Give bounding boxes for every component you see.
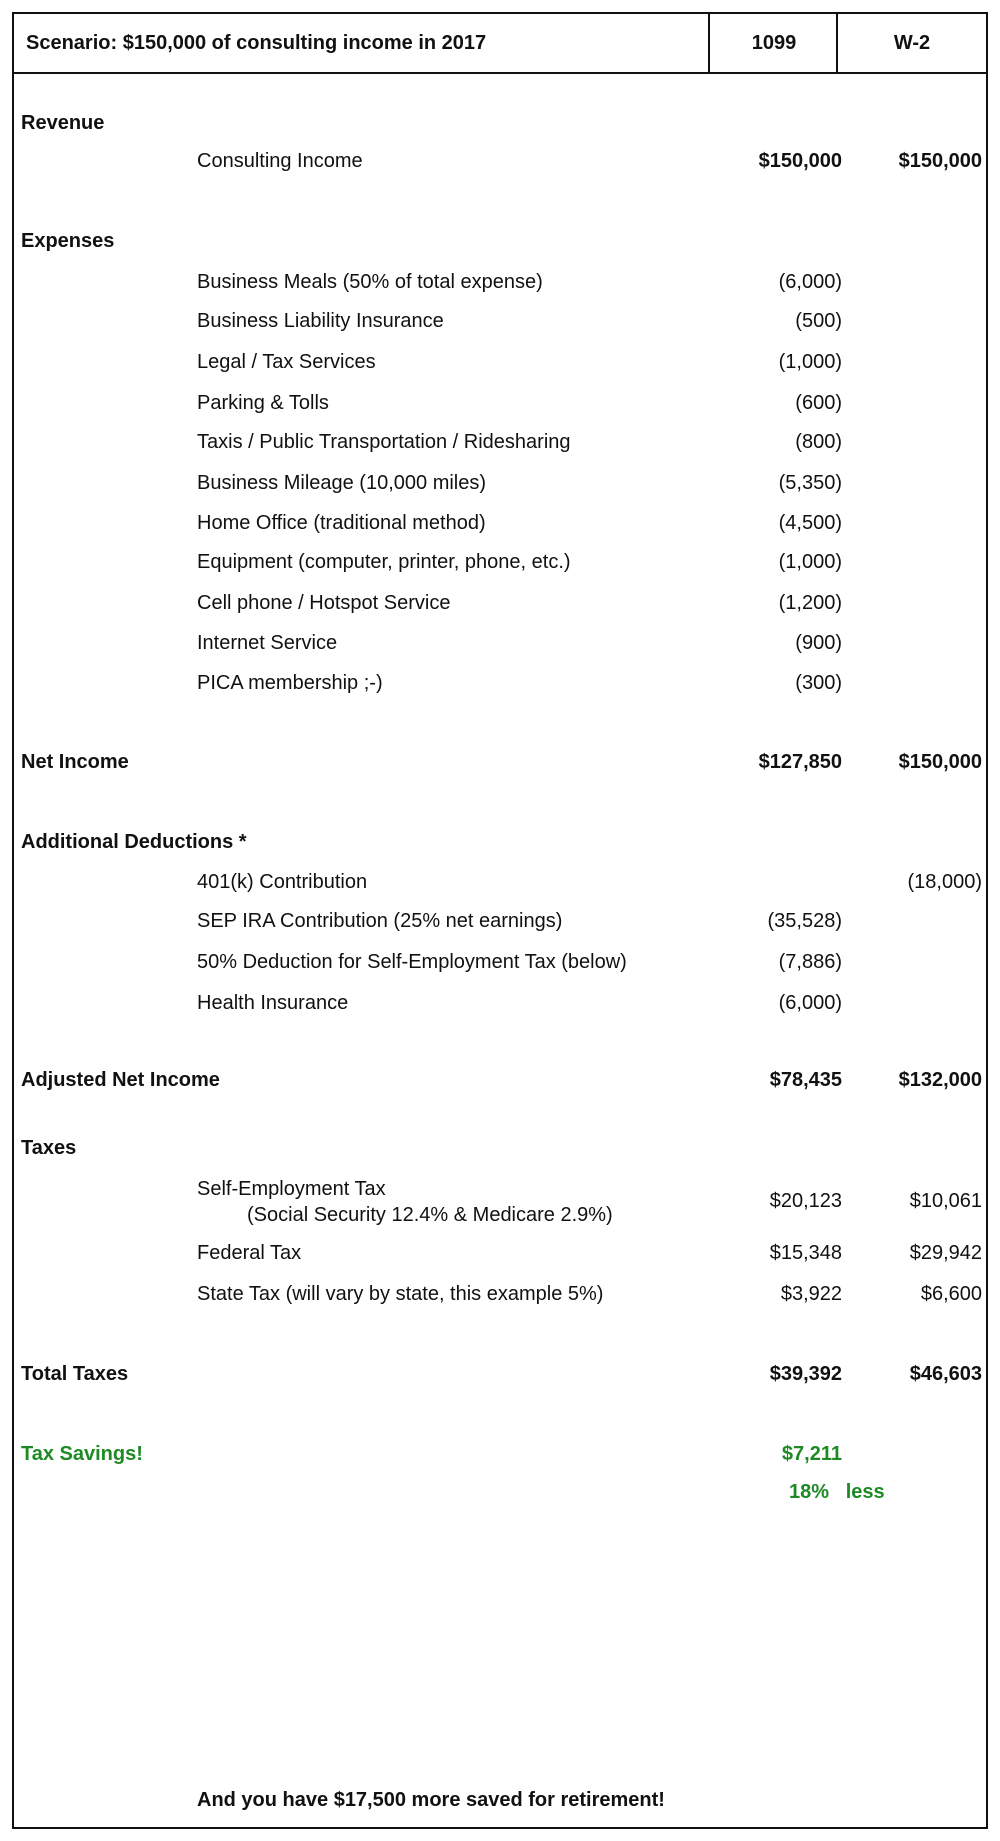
- value-1099: (6,000): [778, 992, 842, 1014]
- value-1099: (7,886): [778, 951, 842, 973]
- value-1099: (300): [795, 672, 842, 694]
- tax-comparison-sheet: [12, 12, 988, 1829]
- deduction-row: [14, 871, 986, 897]
- expense-row: [14, 392, 986, 418]
- expense-row: [14, 512, 986, 538]
- value-1099: (5,350): [778, 472, 842, 494]
- row-label: 50% Deduction for Self-Employment Tax (below): [197, 951, 627, 973]
- value-w2: $132,000: [898, 1069, 982, 1091]
- value-1099: $15,348: [769, 1242, 842, 1264]
- row-label: 401(k) Contribution: [197, 871, 368, 893]
- row-label: Health Insurance: [197, 992, 349, 1014]
- row-label: Federal Tax: [197, 1242, 302, 1264]
- adjusted-net-income-row: [14, 1069, 986, 1095]
- value-1099: (500): [795, 310, 842, 332]
- expense-row: [14, 632, 986, 658]
- section-title: Revenue: [21, 112, 105, 134]
- row-label: Net Income: [21, 751, 129, 773]
- row-label: PICA membership ;-): [197, 672, 383, 694]
- self-employment-tax-subnote: [14, 1204, 986, 1230]
- value-1099: $127,850: [758, 751, 842, 773]
- row-label: Consulting Income: [197, 150, 363, 172]
- scenario-title: Scenario: $150,000 of consulting income in 2017: [14, 14, 710, 72]
- row-sublabel: (Social Security 12.4% & Medicare 2.9%): [247, 1204, 613, 1226]
- row-label: Business Meals (50% of total expense): [197, 271, 543, 293]
- deduction-row: [14, 910, 986, 936]
- row-label: Internet Service: [197, 632, 338, 654]
- value-1099: (6,000): [778, 271, 842, 293]
- table-header: [14, 14, 986, 74]
- row-label: Equipment (computer, printer, phone, etc.): [197, 551, 571, 573]
- value-w2: $10,061: [909, 1190, 982, 1212]
- value-1099: (600): [795, 392, 842, 414]
- value-1099: (4,500): [778, 512, 842, 534]
- section-title: Additional Deductions *: [21, 831, 247, 853]
- value-1099: (1,000): [778, 551, 842, 573]
- value-1099: $150,000: [758, 150, 842, 172]
- value-1099: $39,392: [769, 1363, 842, 1385]
- total-taxes-row: [14, 1363, 986, 1389]
- tax-savings-percent-row: [14, 1481, 986, 1507]
- row-label: Total Taxes: [21, 1363, 129, 1385]
- value-w2: $29,942: [909, 1242, 982, 1264]
- expense-row: [14, 592, 986, 618]
- value-1099: (900): [795, 632, 842, 654]
- expense-row: [14, 351, 986, 377]
- value-1099: (35,528): [767, 910, 842, 932]
- row-label: Business Mileage (10,000 miles): [197, 472, 487, 494]
- retirement-note: And you have $17,500 more saved for retirement!: [197, 1789, 665, 1811]
- deduction-row: [14, 951, 986, 977]
- row-label: Adjusted Net Income: [21, 1069, 220, 1091]
- revenue-section-heading: [14, 112, 986, 138]
- state-tax-row: [14, 1283, 986, 1309]
- expense-row: [14, 310, 986, 336]
- federal-tax-row: [14, 1242, 986, 1268]
- section-title: Expenses: [21, 230, 115, 252]
- row-label: Self-Employment Tax: [197, 1178, 386, 1200]
- section-title: Taxes: [21, 1137, 77, 1159]
- value-1099: $78,435: [769, 1069, 842, 1091]
- expense-row: [14, 672, 986, 698]
- value-1099: $20,123: [769, 1190, 842, 1212]
- value-w2: $46,603: [909, 1363, 982, 1385]
- column-w2-header: W-2: [893, 31, 931, 54]
- tax-savings-row: [14, 1443, 986, 1469]
- deduction-row: [14, 992, 986, 1018]
- value-1099: (1,000): [778, 351, 842, 373]
- consulting-income-row: [14, 150, 986, 176]
- value-1099: (800): [795, 431, 842, 453]
- row-label: SEP IRA Contribution (25% net earnings): [197, 910, 563, 932]
- row-label: Cell phone / Hotspot Service: [197, 592, 451, 614]
- value-1099: (1,200): [778, 592, 842, 614]
- tax-savings-percent: 18% less: [789, 1481, 885, 1503]
- tax-savings-amount: $7,211: [781, 1443, 842, 1465]
- row-label: Legal / Tax Services: [197, 351, 376, 373]
- expense-row: [14, 472, 986, 498]
- net-income-row: [14, 751, 986, 777]
- value-w2: $150,000: [898, 751, 982, 773]
- expense-row: [14, 551, 986, 577]
- row-label: State Tax (will vary by state, this example 5%): [197, 1283, 604, 1305]
- expenses-section-heading: [14, 230, 986, 256]
- expense-row: [14, 431, 986, 457]
- value-w2: $6,600: [920, 1283, 982, 1305]
- row-label: Taxis / Public Transportation / Ridesharing: [197, 431, 571, 453]
- taxes-section-heading: [14, 1137, 986, 1163]
- expense-row: [14, 271, 986, 297]
- value-1099: $3,922: [780, 1283, 842, 1305]
- row-label: Parking & Tolls: [197, 392, 329, 414]
- tax-savings-label: Tax Savings!: [21, 1443, 143, 1465]
- deductions-section-heading: [14, 831, 986, 857]
- column-1099-header: 1099: [712, 14, 838, 72]
- value-w2: $150,000: [898, 150, 982, 172]
- value-w2: (18,000): [907, 871, 982, 893]
- row-label: Business Liability Insurance: [197, 310, 444, 332]
- row-label: Home Office (traditional method): [197, 512, 486, 534]
